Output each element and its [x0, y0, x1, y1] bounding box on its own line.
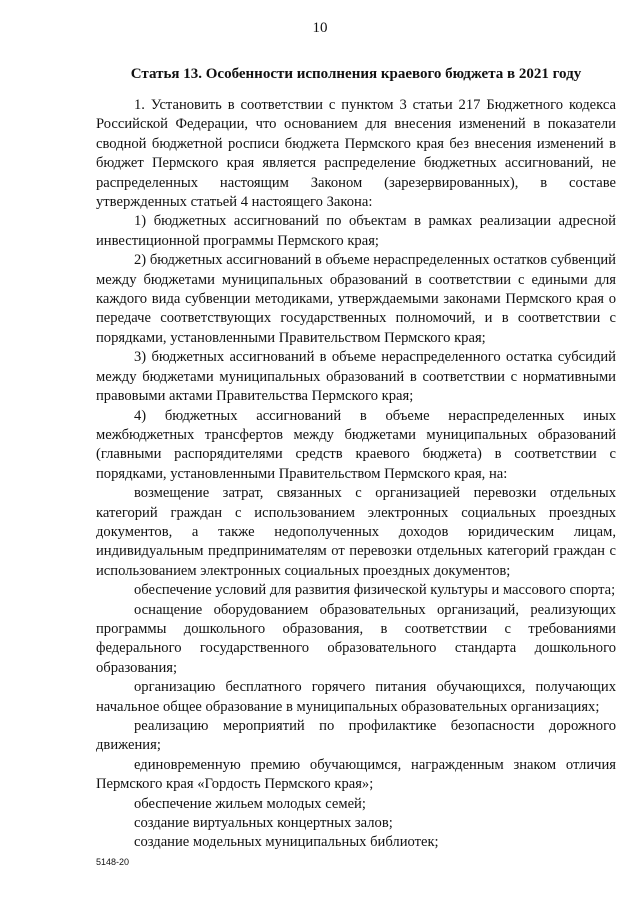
paragraph: обеспечение жильем молодых семей;: [134, 795, 366, 812]
paragraph: реализацию мероприятий по профилактике безопасности дорожного движения;: [96, 718, 616, 754]
paragraph: создание модельных муниципальных библиотек;: [134, 834, 439, 851]
paragraph: 2) бюджетных ассигнований в объеме нераспределенных остатков субвенций между бюджетами муниципальных образований в соответствии с едиными для каждого вида субвенции методиками, утверждаемыми законами Пермского края о передаче соответствующих государственных полномочий, и в соответствии с порядками, установленными Правительством Пермского края;: [96, 252, 616, 346]
page-number: 10: [312, 20, 328, 36]
document-code: 5148-20: [96, 857, 130, 867]
paragraph: единовременную премию обучающимся, награжденным знаком отличия Пермского края «Гордость Пермского края»;: [96, 756, 616, 793]
paragraph: 3) бюджетных ассигнований в объеме нераспределенного остатка субсидий между бюджетами муниципальных образований в соответствии с нормативными правовыми актами Правительства Пермского края;: [96, 349, 616, 405]
paragraph: организацию бесплатного горячего питания обучающихся, получающих начальное общее образование в муниципальных образовательных организациях;: [96, 679, 616, 715]
paragraph: создание виртуальных концертных залов;: [134, 815, 393, 832]
document-body: [96, 96, 616, 853]
paragraph: 4) бюджетных ассигнований в объеме нераспределенных иных межбюджетных трансфертов между бюджетами муниципальных образований (главными распорядителями средств краевого бюджета) в соответствии с порядками, установленными Правительством Пермского края, на:: [96, 407, 616, 482]
article-title: Статья 13. Особенности исполнения краевого бюджета в 2021 году: [130, 66, 582, 82]
paragraph: обеспечение условий для развития физической культуры и массового спорта;: [134, 582, 616, 599]
paragraph: оснащение оборудованием образовательных организаций, реализующих программы дошкольного образования, в соответствии с требованиями федерального государственного образовательного стандарта дошкольного образования;: [96, 601, 616, 676]
paragraph: 1. Установить в соответствии с пунктом 3 статьи 217 Бюджетного кодекса Российской Федерации, что основанием для внесения изменений в показатели сводной бюджетной росписи бюджета Пермского края без внесения изменений в бюджет Пермского края является распределение бюджетных ассигнований, не распределенных настоящим Законом (зарезервированных), в составе утвержденных статьей 4 настоящего Закона:: [96, 97, 616, 211]
paragraph: 1) бюджетных ассигнований по объектам в рамках реализации адресной инвестиционной программы Пермского края;: [96, 213, 616, 249]
paragraph: возмещение затрат, связанных с организацией перевозки отдельных категорий граждан с использованием электронных социальных проездных документов, а также недополученных доходов юридическим лицам, индивидуальным предпринимателям от перевозки отдельных категорий граждан с использованием электронных социальных проездных документов;: [96, 485, 616, 579]
